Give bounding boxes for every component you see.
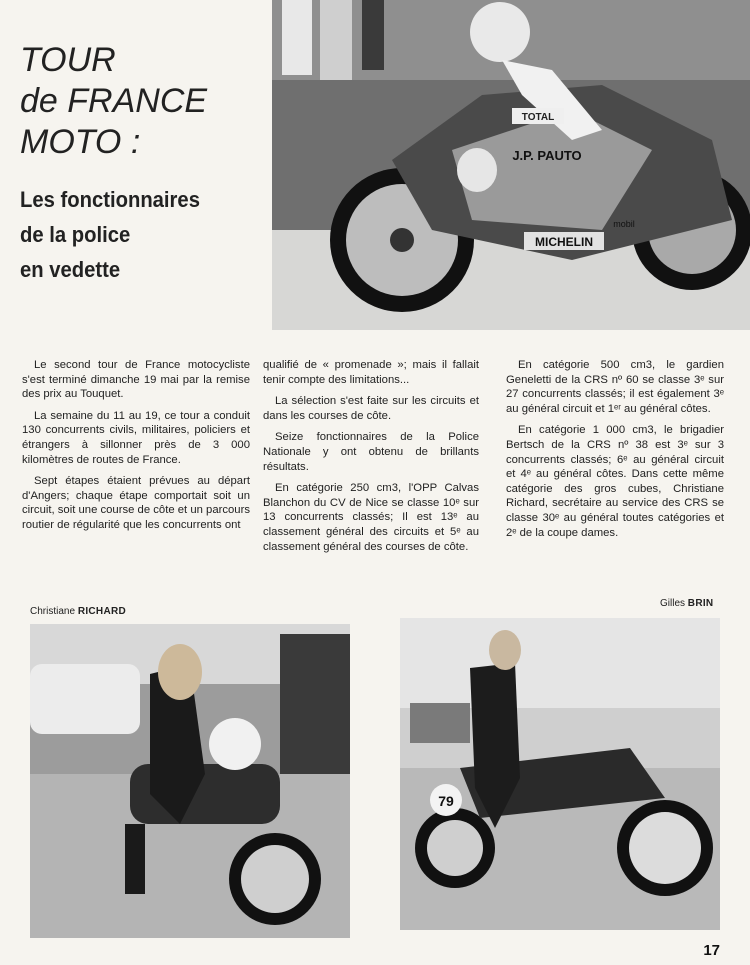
col2-paragraph-3: Seize fonctionnaires de la Police Nationale y ont obtenu de brillants résultats. bbox=[263, 431, 479, 473]
subhead-line-3: en vedette bbox=[20, 257, 121, 282]
caption-right-surname: BRIN bbox=[687, 598, 714, 609]
col2-paragraph-1: qualifié de « promenade »; mais il fallait tenir compte des limitations... bbox=[263, 359, 479, 386]
caption-right bbox=[660, 598, 713, 609]
race-number: 79 bbox=[438, 793, 454, 809]
bottom-left-photo bbox=[30, 624, 350, 938]
headline bbox=[20, 40, 207, 163]
subhead-line-1: Les fonctionnaires bbox=[20, 187, 200, 212]
article-column-3 bbox=[506, 358, 724, 547]
sponsor-michelin: MICHELIN bbox=[535, 235, 593, 249]
caption-right-first-name: Gilles bbox=[660, 598, 686, 609]
caption-left-surname: RICHARD bbox=[77, 606, 127, 617]
sponsor-mobil: mobil bbox=[613, 219, 635, 229]
caption-left-first-name: Christiane bbox=[30, 606, 76, 617]
rider-name-decal: J.P. PAUTO bbox=[512, 148, 582, 163]
article-column-1 bbox=[22, 358, 250, 540]
col1-paragraph-1: Le second tour de France motocycliste s'est terminé dimanche 19 mai par la remise des prix au Touquet. bbox=[22, 359, 250, 401]
col2-paragraph-2: La sélection s'est faite sur les circuits et dans les courses de côte. bbox=[263, 395, 479, 422]
page-number: 17 bbox=[703, 942, 720, 959]
headline-line-3: MOTO : bbox=[20, 123, 141, 161]
headline-line-1: TOUR bbox=[20, 41, 116, 79]
col3-paragraph-2: En catégorie 1 000 cm3, le brigadier Bertsch de la CRS nº 38 est 3ᵉ sur 3 concurrents classés; 6ᵉ au général circuit et 4ᵉ au général côtes. Dans cette même catégorie des gros cubes, Christiane Richard, secrétaire au service des CRS se classe 30ᵉ au général toutes catégories et 2ᵉ de la coupe dames. bbox=[506, 424, 724, 539]
col3-paragraph-1: En catégorie 500 cm3, le gardien Geneletti de la CRS nº 60 se classe 3ᵉ sur 27 concurrents classés; il est également 3ᵉ au général circuit et 1ᵉʳ au général côtes. bbox=[506, 359, 724, 415]
article-column-2 bbox=[263, 358, 479, 561]
subhead-line-2: de la police bbox=[20, 222, 131, 247]
subhead bbox=[20, 182, 200, 287]
top-racing-photo bbox=[272, 0, 750, 330]
headline-line-2: de FRANCE bbox=[20, 82, 208, 120]
col1-paragraph-3: Sept étapes étaient prévues au départ d'Angers; chaque étape comportait soit un circuit, soit une course de côte et un parcours routier de régularité que les concurrents ont bbox=[22, 475, 250, 531]
caption-left bbox=[30, 606, 126, 617]
col2-paragraph-4: En catégorie 250 cm3, l'OPP Calvas Blanchon du CV de Nice se classe 10ᵉ sur 13 concurrents classés; Il est 13ᵉ au classement général des circuits et 5ᵉ au classement général des courses de côte. bbox=[263, 482, 479, 553]
sponsor-total: TOTAL bbox=[521, 112, 555, 123]
col1-paragraph-2: La semaine du 11 au 19, ce tour a conduit 130 concurrents civils, militaires, policiers et étrangers à sillonner près de 3 000 kilomètres de routes de France. bbox=[22, 409, 250, 466]
bottom-right-photo bbox=[400, 618, 720, 930]
